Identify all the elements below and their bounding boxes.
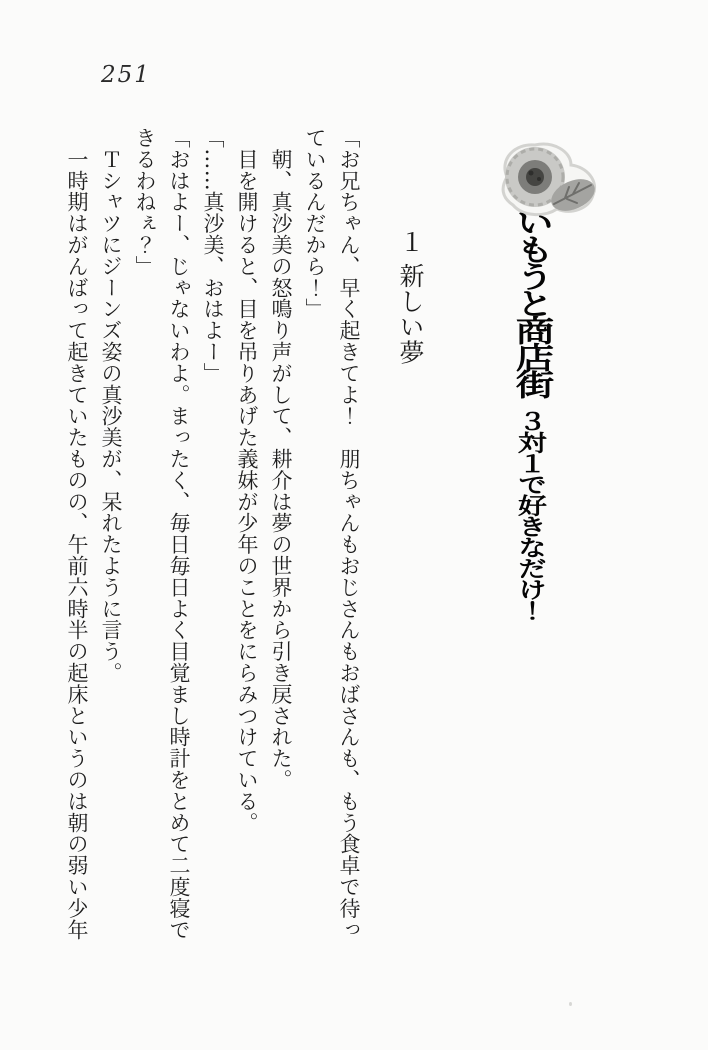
text-column: 「お兄ちゃん、早く起きてよ！ 朋ちゃんもおじさんもおばさんも、もう食卓で待っ: [337, 127, 361, 941]
text-column: 目を開けると、目を吊りあげた義妹が少年のことをにらみつけている。: [235, 127, 259, 834]
text-column: Ｔシャツにジーンズ姿の真沙美が、呆れたように言う。: [99, 127, 123, 684]
series-title: いもうと商店街: [508, 207, 554, 396]
body-text: [60, 127, 366, 957]
text-column: 一時期はがんばって起きていたものの、午前六時半の起床というのは朝の弱い少年: [65, 127, 89, 941]
page-number: 251: [101, 62, 151, 88]
series-title-block: [504, 207, 555, 620]
paper-speck: [569, 1002, 572, 1006]
text-column: 「おはよー、じゃないわよ。まったく、毎日毎日よく目覚まし時計をとめて二度寝で: [167, 127, 191, 941]
text-column: きるわねぇ？」: [133, 127, 157, 277]
text-column: ているんだから！」: [303, 127, 327, 320]
text-column: 朝、真沙美の怒鳴り声がして、耕介は夢の世界から引き戻された。: [269, 127, 293, 791]
text-column: 「……真沙美、おはよー」: [201, 127, 225, 384]
chapter-heading: １ 新しい夢: [396, 229, 425, 365]
series-subtitle: ３対１で好きなだけ！: [513, 410, 547, 620]
